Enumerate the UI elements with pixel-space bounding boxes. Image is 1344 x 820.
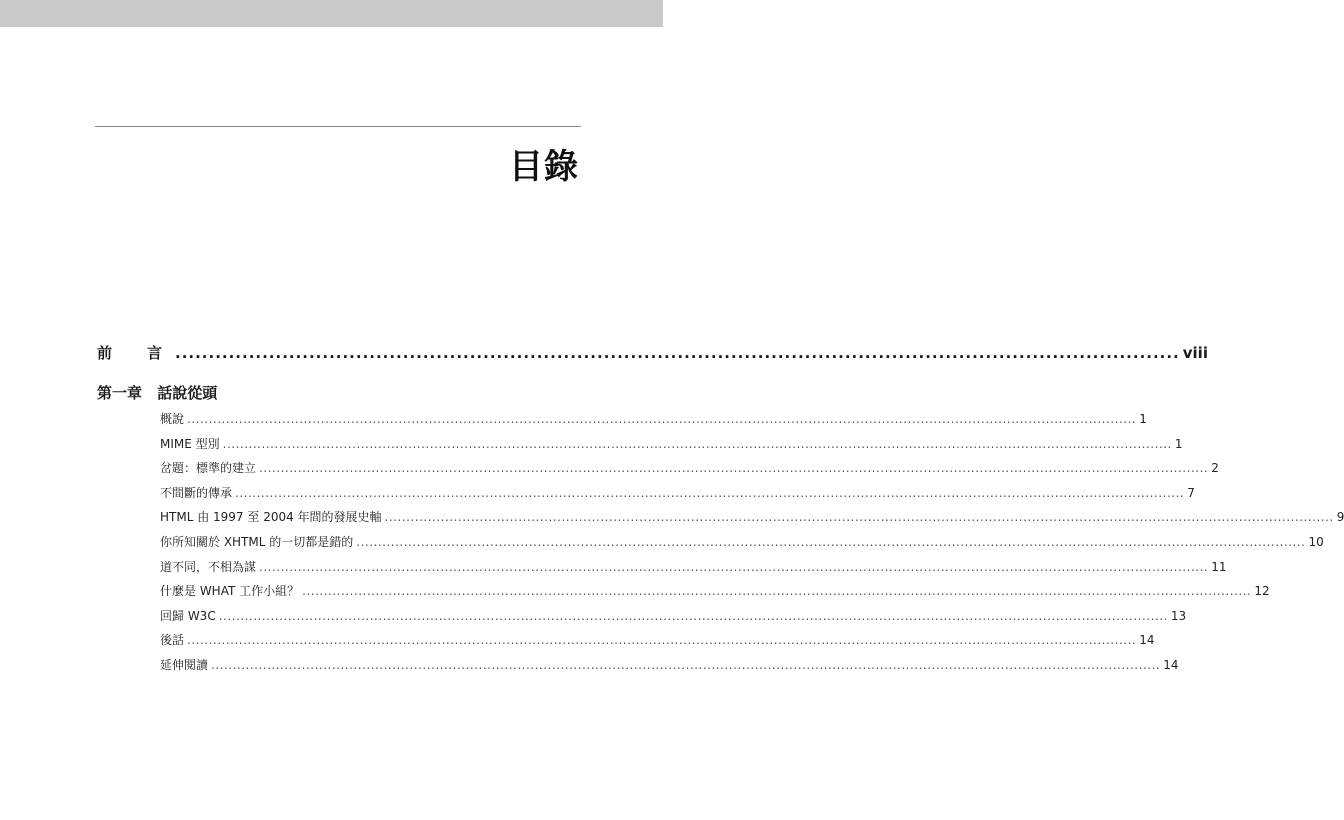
dot-leader: ............................................................................................................................................................................................................................	[187, 633, 1137, 648]
chapter-heading[interactable]	[97, 382, 217, 403]
toc-entry-page-number: 12	[1254, 584, 1270, 599]
dot-leader: ............................................................................................................................................................................................................................	[187, 412, 1137, 426]
toc-entry[interactable]	[160, 484, 1195, 501]
toc-entry-page-number: 2	[1211, 461, 1219, 476]
preface-label: 前 言	[97, 344, 173, 362]
toc-entry[interactable]	[160, 631, 1155, 648]
toc-entry[interactable]	[160, 508, 1344, 525]
chapter-number: 第一章	[97, 384, 143, 402]
dot-leader: ............................................................................................................................................................................................................................	[302, 584, 1252, 599]
toc-entry[interactable]	[160, 533, 1324, 550]
toc-entry-page-number: 1	[1174, 436, 1183, 451]
toc-entry-page-number: 11	[1211, 559, 1227, 574]
toc-entry[interactable]	[160, 656, 1179, 673]
toc-entry-label: MIME 型別	[160, 436, 220, 451]
header-rule	[95, 126, 581, 127]
toc-entry-label: HTML 由 1997 至 2004 年間的發展史軸	[160, 510, 382, 525]
toc-entry-page-number: 13	[1170, 608, 1187, 623]
toc-entry-label: 不間斷的傳承	[160, 485, 233, 500]
toc-entry-page-number: 7	[1187, 485, 1195, 500]
toc-entry[interactable]	[160, 582, 1270, 599]
toc-entry-page-number: 14	[1163, 658, 1179, 672]
toc-entry[interactable]	[160, 435, 1183, 452]
toc-entry-label: 岔題：標準的建立	[160, 461, 257, 476]
toc-preface[interactable]	[97, 342, 1208, 363]
dot-leader: ......................................................................................................................................................	[175, 344, 1180, 362]
page-title: 目錄	[509, 147, 579, 187]
dot-leader: ............................................................................................................................................................................................................................	[259, 559, 1209, 574]
dot-leader: ............................................................................................................................................................................................................................	[356, 535, 1306, 549]
toc-entry[interactable]	[160, 459, 1219, 476]
toc-entry-page-number: 1	[1139, 412, 1147, 426]
top-gray-band	[0, 0, 663, 27]
toc-entry[interactable]	[160, 607, 1187, 624]
toc-entry-page-number: 9	[1336, 510, 1344, 525]
toc-entry-page-number: 10	[1308, 535, 1324, 549]
toc-entry-label: 道不同，不相為謀	[160, 559, 257, 574]
toc-entry-label: 概說	[160, 412, 185, 426]
toc-entry-label: 回歸 W3C	[160, 608, 216, 623]
dot-leader: ............................................................................................................................................................................................................................	[259, 461, 1209, 476]
toc-entry-label: 你所知關於 XHTML 的一切都是錯的	[160, 535, 354, 549]
toc-entry[interactable]	[160, 410, 1147, 427]
dot-leader: ............................................................................................................................................................................................................................	[384, 510, 1334, 525]
dot-leader: ............................................................................................................................................................................................................................	[218, 608, 1168, 623]
dot-leader: ............................................................................................................................................................................................................................	[222, 436, 1172, 451]
dot-leader: ............................................................................................................................................................................................................................	[235, 485, 1185, 500]
toc-entry-label: 什麼是 WHAT 工作小組？	[160, 584, 300, 599]
chapter-title: 話說從頭	[157, 384, 218, 402]
toc-entry-label: 延伸閱讀	[160, 658, 209, 672]
toc-entry[interactable]	[160, 558, 1227, 575]
toc-entry-label: 後話	[160, 633, 185, 648]
preface-page-number: viii	[1182, 344, 1208, 362]
toc-entry-page-number: 14	[1139, 633, 1155, 648]
dot-leader: ............................................................................................................................................................................................................................	[211, 658, 1161, 672]
